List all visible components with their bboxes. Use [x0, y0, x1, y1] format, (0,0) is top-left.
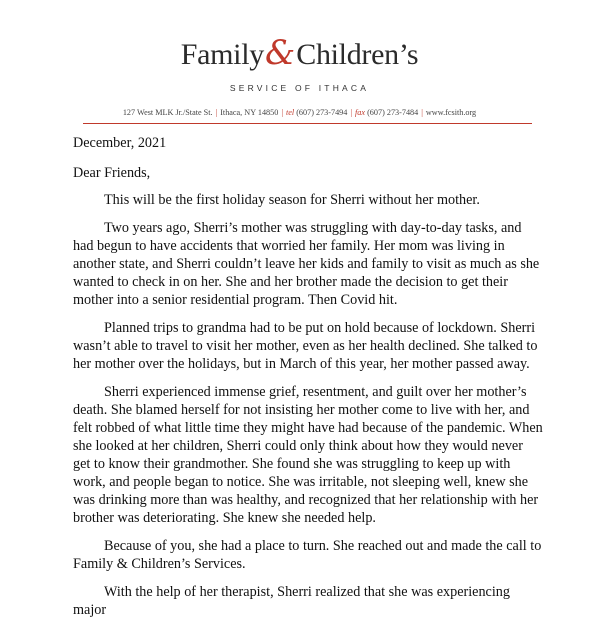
logo-tagline: SERVICE OF ITHACA [229, 83, 370, 93]
street-address: 127 West MLK Jr./State St. [122, 108, 213, 117]
contact-line [0, 108, 599, 117]
website-link[interactable]: www.fcsith.org [425, 108, 477, 117]
letterhead [0, 0, 599, 126]
logo-ampersand: & [264, 33, 296, 73]
paragraph: Because of you, she had a place to turn. She reached out and made the call to Family & Children’s Services. [73, 538, 542, 572]
letter-body [73, 134, 543, 629]
separator: | [350, 108, 353, 117]
tel-label: tel [285, 108, 295, 117]
letter-date: December, 2021 [73, 135, 167, 151]
separator: | [281, 108, 283, 117]
fax-label: fax [355, 108, 366, 117]
fax-number: (607) 273-7484 [367, 108, 419, 117]
paragraph: Planned trips to grandma had to be put on hold because of lockdown. Sherri wasn’t able to travel to visit her mother, even as her health declined. She talked to her mother over the holidays, but in March of this year, her mother passed away. [73, 320, 538, 372]
separator: | [421, 108, 423, 117]
logo-word-childrens: Children’s [296, 38, 419, 71]
letter-salutation: Dear Friends, [73, 165, 151, 181]
organization-logo [0, 33, 599, 73]
paragraph: Sherri experienced immense grief, resentment, and guilt over her mother’s death. She blamed herself for not insisting her mother come to live with her, and felt robbed of what little time they might have had because of the pandemic. When she looked at her children, Sherri could only think about how they would never get to know their grandmother. She found she was struggling to keep up with work, and people began to notice. She was irritable, not sleeping well, knew she was drinking more than was healthy, and recognized that her relationship with her brother was deteriorating. She knew she needed help. [73, 384, 543, 526]
city-address: Ithaca, NY 14850 [220, 108, 279, 117]
paragraph: This will be the first holiday season for Sherri without her mother. [104, 192, 480, 208]
phone-number: (607) 273-7494 [296, 108, 348, 117]
letterhead-divider [83, 123, 532, 124]
paragraph: With the help of her therapist, Sherri realized that she was experiencing major [73, 584, 510, 618]
logo-word-family: Family [180, 38, 264, 71]
separator: | [215, 108, 218, 117]
paragraph: Two years ago, Sherri’s mother was struggling with day-to-day tasks, and had begun to have accidents that worried her family. Her mom was living in another state, and Sherri couldn’t leave her kids and family to visit as much as she wanted to check in on her. She and her brother made the decision to get their mother into a senior residential program. Then Covid hit. [73, 220, 540, 308]
